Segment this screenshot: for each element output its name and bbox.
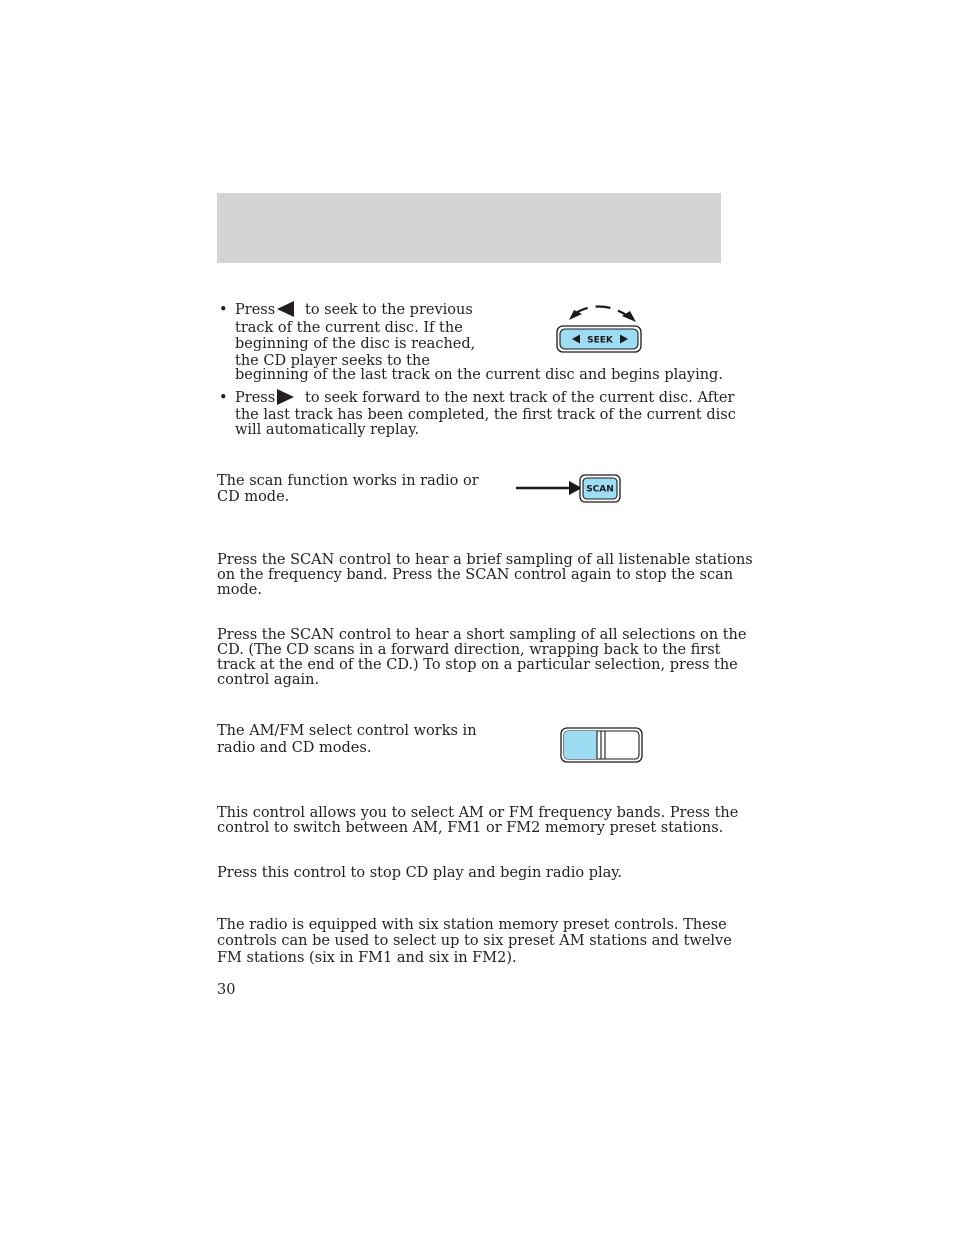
bullet-1-line-4: the CD player seeks to the (235, 353, 430, 369)
amfm-intro-line-1: The AM/FM select control works in (217, 723, 477, 739)
scan-button-label: SCAN (586, 484, 614, 495)
page-number: 30 (217, 982, 236, 998)
scan-radio-line-3: mode. (217, 582, 262, 598)
bullet-1-press: Press (235, 302, 276, 318)
amfm-select-line-2: control to switch between AM, FM1 or FM2 memory preset stations. (217, 820, 724, 836)
bullet-2-line-3: will automatically replay. (235, 422, 420, 438)
seek-back-triangle-icon (277, 301, 294, 317)
preset-line-2: controls can be used to select up to six preset AM stations and twelve (217, 933, 732, 949)
amfm-select-line-1: This control allows you to select AM or FM frequency bands. Press the (217, 805, 739, 821)
bullet-2-line-1: to seek forward to the next track of the current disc. After (305, 390, 735, 406)
bullet-1-line-3: beginning of the disc is reached, (235, 336, 476, 352)
scan-cd-line-4: control again. (217, 672, 320, 688)
scan-radio-line-1: Press the SCAN control to hear a brief sampling of all listenable stations (217, 552, 753, 568)
preset-line-3: FM stations (six in FM1 and six in FM2). (217, 950, 517, 966)
scan-intro-line-2: CD mode. (217, 489, 290, 505)
scan-cd-line-2: CD. (The CD scans in a forward direction, wrapping back to the first (217, 642, 721, 658)
seek-forward-triangle-icon (277, 389, 294, 405)
bullet-1-line-1: to seek to the previous (305, 302, 473, 318)
scan-cd-line-1: Press the SCAN control to hear a short sampling of all selections on the (217, 627, 747, 643)
bullet-marker: • (219, 302, 228, 318)
section-header-band (217, 193, 721, 263)
seek-button-illustration (552, 300, 648, 358)
scan-intro-line-1: The scan function works in radio or (217, 473, 479, 489)
bullet-2-press: Press (235, 390, 276, 406)
bullet-1-line-5: beginning of the last track on the current disc and begins playing. (235, 367, 723, 383)
bullet-2-line-2: the last track has been completed, the first track of the current disc (235, 407, 736, 423)
amfm-select-illustration (559, 726, 645, 764)
scan-cd-line-3: track at the end of the CD.) To stop on a particular selection, press the (217, 657, 738, 673)
preset-line-1: The radio is equipped with six station memory preset controls. These (217, 917, 727, 933)
scan-button-illustration (512, 472, 626, 506)
seek-button-label: SEEK (587, 335, 613, 346)
amfm-cd-line: Press this control to stop CD play and begin radio play. (217, 865, 623, 881)
bullet-1-line-2: track of the current disc. If the (235, 320, 463, 336)
amfm-intro-line-2: radio and CD modes. (217, 740, 372, 756)
scan-radio-line-2: on the frequency band. Press the SCAN control again to stop the scan (217, 567, 734, 583)
bullet-marker: • (219, 390, 228, 406)
